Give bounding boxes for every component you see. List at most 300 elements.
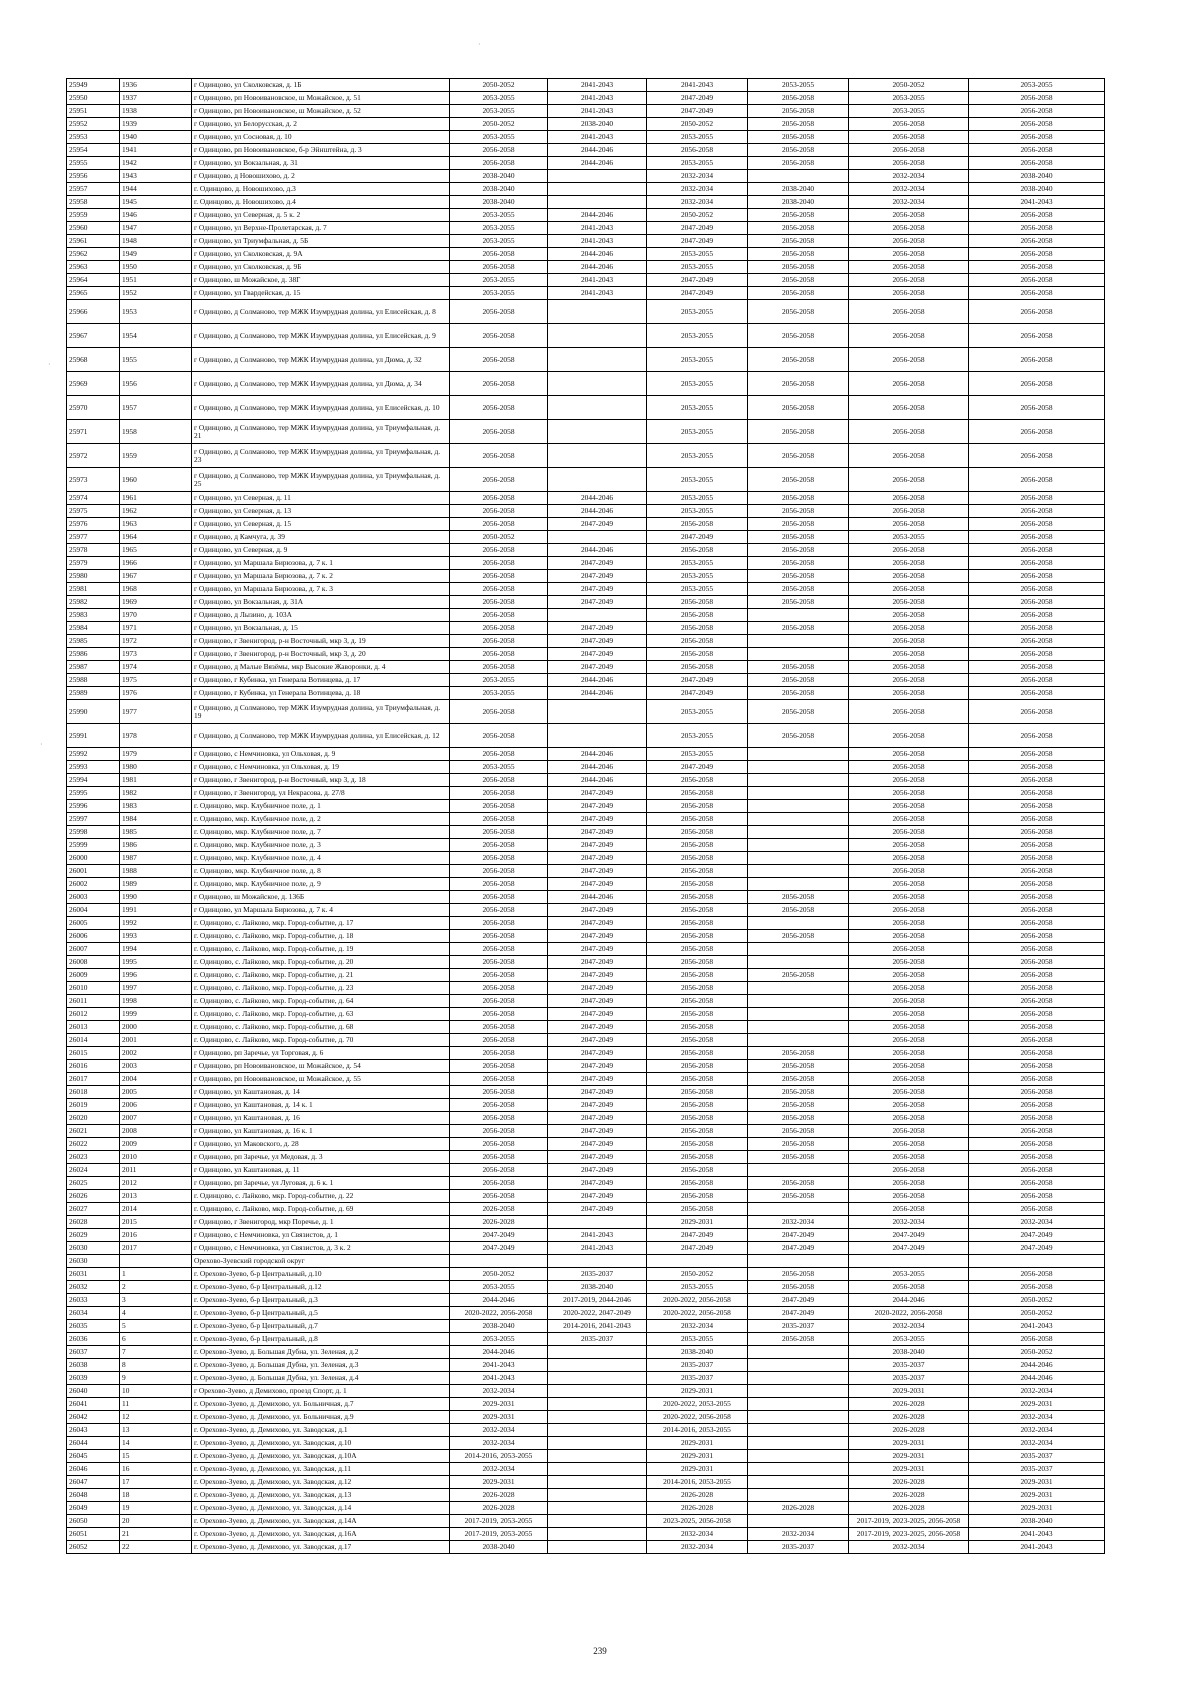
cell-item-number: 1939 xyxy=(120,118,192,131)
cell-period-col-2: 2044-2046 xyxy=(548,505,647,518)
cell-period-col-5: 2056-2058 xyxy=(849,1047,969,1060)
cell-period-col-1: 2050-2052 xyxy=(450,1268,548,1281)
cell-period-col-4: 2056-2058 xyxy=(748,687,849,700)
cell-period-col-5: 2056-2058 xyxy=(849,261,969,274)
cell-period-col-2 xyxy=(548,183,647,196)
cell-item-number: 13 xyxy=(120,1424,192,1437)
cell-period-col-4: 2056-2058 xyxy=(748,118,849,131)
table-row xyxy=(67,813,1105,826)
cell-period-col-6: 2056-2058 xyxy=(969,813,1105,826)
cell-period-col-4 xyxy=(748,813,849,826)
cell-period-col-1: 2056-2058 xyxy=(450,557,548,570)
cell-period-col-6: 2056-2058 xyxy=(969,800,1105,813)
cell-period-col-5: 2056-2058 xyxy=(849,891,969,904)
cell-period-col-5: 2056-2058 xyxy=(849,1164,969,1177)
cell-period-col-3: 2056-2058 xyxy=(647,1138,748,1151)
cell-period-col-4: 2056-2058 xyxy=(748,583,849,596)
cell-period-col-2: 2047-2049 xyxy=(548,1203,647,1216)
cell-item-number xyxy=(120,1255,192,1268)
table-row xyxy=(67,583,1105,596)
cell-period-col-1: 2053-2055 xyxy=(450,222,548,235)
cell-period-col-3: 2053-2055 xyxy=(647,570,748,583)
cell-address: г Одинцово, ул Гвардейская, д. 15 xyxy=(192,287,450,300)
table-row xyxy=(67,235,1105,248)
cell-period-col-5: 2056-2058 xyxy=(849,748,969,761)
cell-period-col-2: 2047-2049 xyxy=(548,904,647,917)
cell-period-col-2 xyxy=(548,1424,647,1437)
cell-period-col-2 xyxy=(548,1346,647,1359)
table-row xyxy=(67,878,1105,891)
cell-period-col-6: 2056-2058 xyxy=(969,982,1105,995)
table-row xyxy=(67,324,1105,348)
cell-period-col-1: 2032-2034 xyxy=(450,1424,548,1437)
cell-period-col-5: 2032-2034 xyxy=(849,1541,969,1554)
cell-period-col-6: 2038-2040 xyxy=(969,170,1105,183)
cell-period-col-6: 2056-2058 xyxy=(969,1177,1105,1190)
table-row xyxy=(67,969,1105,982)
cell-address: г Одинцово, д Солманово, тер МЖК Изумрудная долина, ул Триумфальная, д. 21 xyxy=(192,420,450,444)
cell-period-col-4: 2056-2058 xyxy=(748,300,849,324)
cell-row-number: 25977 xyxy=(67,531,120,544)
cell-period-col-2: 2047-2049 xyxy=(548,956,647,969)
cell-row-number: 26033 xyxy=(67,1294,120,1307)
cell-address: г Одинцово, д Солманово, тер МЖК Изумрудная долина, ул Елисейская, д. 12 xyxy=(192,724,450,748)
cell-period-col-6: 2029-2031 xyxy=(969,1502,1105,1515)
cell-period-col-6: 2056-2058 xyxy=(969,826,1105,839)
cell-period-col-6: 2056-2058 xyxy=(969,774,1105,787)
cell-address: г Одинцово, ул Маршала Бирюзова, д. 7 к. 4 xyxy=(192,904,450,917)
cell-period-col-1: 2053-2055 xyxy=(450,274,548,287)
cell-address: г Одинцово, д Малые Вязёмы, мкр Высокие Жаворонки, д. 4 xyxy=(192,661,450,674)
cell-period-col-4 xyxy=(748,995,849,1008)
cell-row-number: 26020 xyxy=(67,1112,120,1125)
cell-period-col-3: 2056-2058 xyxy=(647,1190,748,1203)
cell-period-col-5: 2056-2058 xyxy=(849,724,969,748)
cell-period-col-4: 2035-2037 xyxy=(748,1320,849,1333)
cell-period-col-5: 2056-2058 xyxy=(849,1086,969,1099)
cell-row-number: 26037 xyxy=(67,1346,120,1359)
cell-row-number: 26050 xyxy=(67,1515,120,1528)
cell-period-col-4: 2056-2058 xyxy=(748,724,849,748)
cell-period-col-5: 2053-2055 xyxy=(849,105,969,118)
cell-period-col-2: 2047-2049 xyxy=(548,982,647,995)
cell-period-col-3: 2047-2049 xyxy=(647,235,748,248)
cell-period-col-6: 2032-2034 xyxy=(969,1216,1105,1229)
cell-period-col-1: 2056-2058 xyxy=(450,1047,548,1060)
cell-period-col-5: 2056-2058 xyxy=(849,1190,969,1203)
cell-row-number: 26025 xyxy=(67,1177,120,1190)
cell-period-col-3: 2056-2058 xyxy=(647,800,748,813)
cell-period-col-2: 2047-2049 xyxy=(548,1047,647,1060)
table-row xyxy=(67,661,1105,674)
cell-period-col-6: 2056-2058 xyxy=(969,904,1105,917)
cell-item-number: 1978 xyxy=(120,724,192,748)
cell-address: г. Орехово-Зуево, б-р Центральный, д.8 xyxy=(192,1333,450,1346)
cell-period-col-3: 2053-2055 xyxy=(647,583,748,596)
cell-period-col-1: 2056-2058 xyxy=(450,596,548,609)
scan-speck: · xyxy=(478,40,481,49)
cell-item-number: 1938 xyxy=(120,105,192,118)
cell-period-col-4: 2056-2058 xyxy=(748,287,849,300)
cell-period-col-2: 2047-2049 xyxy=(548,661,647,674)
cell-row-number: 25980 xyxy=(67,570,120,583)
cell-period-col-6: 2056-2058 xyxy=(969,468,1105,492)
cell-period-col-1: 2056-2058 xyxy=(450,324,548,348)
cell-row-number: 25954 xyxy=(67,144,120,157)
cell-period-col-6: 2056-2058 xyxy=(969,492,1105,505)
cell-period-col-4 xyxy=(748,1359,849,1372)
cell-period-col-6: 2056-2058 xyxy=(969,396,1105,420)
cell-period-col-2: 2017-2019, 2044-2046 xyxy=(548,1294,647,1307)
cell-row-number: 25995 xyxy=(67,787,120,800)
cell-address: г Одинцово, ул Северная, д. 15 xyxy=(192,518,450,531)
cell-row-number: 26016 xyxy=(67,1060,120,1073)
table-row xyxy=(67,1099,1105,1112)
cell-period-col-6: 2038-2040 xyxy=(969,1515,1105,1528)
cell-period-col-6: 2056-2058 xyxy=(969,943,1105,956)
table-row xyxy=(67,170,1105,183)
cell-address: г. Одинцово, с. Лайково, мкр. Город-событие, д. 64 xyxy=(192,995,450,1008)
cell-period-col-5: 2056-2058 xyxy=(849,209,969,222)
table-row xyxy=(67,1203,1105,1216)
cell-period-col-4: 2056-2058 xyxy=(748,222,849,235)
cell-row-number: 26006 xyxy=(67,930,120,943)
cell-period-col-5: 2056-2058 xyxy=(849,800,969,813)
cell-period-col-1: 2032-2034 xyxy=(450,1385,548,1398)
cell-address: г Одинцово, д Солманово, тер МЖК Изумрудная долина, ул Дюма, д. 32 xyxy=(192,348,450,372)
cell-period-col-4: 2047-2049 xyxy=(748,1294,849,1307)
cell-row-number: 25950 xyxy=(67,92,120,105)
cell-period-col-6: 2056-2058 xyxy=(969,348,1105,372)
cell-address: г Одинцово, рп Заречье, ул Луговая, д. 6 к. 1 xyxy=(192,1177,450,1190)
table-row xyxy=(67,761,1105,774)
cell-address: г Одинцово, д Камчуга, д. 39 xyxy=(192,531,450,544)
cell-item-number: 6 xyxy=(120,1333,192,1346)
cell-period-col-6: 2056-2058 xyxy=(969,724,1105,748)
cell-address: г Одинцово, ул Сосновая, д. 10 xyxy=(192,131,450,144)
table-row xyxy=(67,261,1105,274)
cell-period-col-6: 2056-2058 xyxy=(969,700,1105,724)
cell-period-col-3: 2032-2034 xyxy=(647,170,748,183)
cell-period-col-1: 2050-2052 xyxy=(450,118,548,131)
cell-period-col-4: 2056-2058 xyxy=(748,131,849,144)
cell-period-col-4 xyxy=(748,852,849,865)
cell-period-col-2 xyxy=(548,609,647,622)
cell-period-col-1: 2020-2022, 2056-2058 xyxy=(450,1307,548,1320)
cell-period-col-2: 2047-2049 xyxy=(548,1151,647,1164)
cell-period-col-1: 2056-2058 xyxy=(450,583,548,596)
cell-address: г Одинцово, г Звенигород, р-н Восточный, мкр 3, д. 18 xyxy=(192,774,450,787)
cell-period-col-5: 2044-2046 xyxy=(849,1294,969,1307)
cell-item-number: 1943 xyxy=(120,170,192,183)
cell-period-col-1: 2053-2055 xyxy=(450,92,548,105)
cell-address: г Одинцово, с Немчиновка, ул Связистов, д. 1 xyxy=(192,1229,450,1242)
cell-period-col-2: 2038-2040 xyxy=(548,1281,647,1294)
cell-address: г. Одинцово, мкр. Клубничное поле, д. 2 xyxy=(192,813,450,826)
cell-period-col-4 xyxy=(748,956,849,969)
cell-period-col-3: 2053-2055 xyxy=(647,261,748,274)
table-row xyxy=(67,1424,1105,1437)
cell-row-number: 25990 xyxy=(67,700,120,724)
cell-period-col-3: 2056-2058 xyxy=(647,995,748,1008)
scan-speck: · xyxy=(48,360,51,369)
cell-period-col-4: 2056-2058 xyxy=(748,1151,849,1164)
cell-period-col-1: 2056-2058 xyxy=(450,878,548,891)
cell-row-number: 26035 xyxy=(67,1320,120,1333)
cell-period-col-5: 2053-2055 xyxy=(849,1333,969,1346)
cell-address: г Одинцово, ул Вокзальная, д. 15 xyxy=(192,622,450,635)
cell-period-col-5 xyxy=(849,1255,969,1268)
cell-period-col-5: 2056-2058 xyxy=(849,1177,969,1190)
cell-period-col-4 xyxy=(748,609,849,622)
table-row xyxy=(67,79,1105,92)
cell-address: г. Орехово-Зуево, д. Демихово, ул. Заводская, д.16А xyxy=(192,1528,450,1541)
cell-period-col-6: 2056-2058 xyxy=(969,622,1105,635)
cell-address: г Одинцово, ул Белорусская, д. 2 xyxy=(192,118,450,131)
table-row xyxy=(67,930,1105,943)
cell-address: г. Орехово-Зуево, д. Демихово, ул. Заводская, д.14А xyxy=(192,1515,450,1528)
cell-period-col-6: 2056-2058 xyxy=(969,118,1105,131)
cell-row-number: 26004 xyxy=(67,904,120,917)
cell-address: г. Одинцово, с. Лайково, мкр. Город-событие, д. 21 xyxy=(192,969,450,982)
cell-period-col-6: 2056-2058 xyxy=(969,235,1105,248)
cell-address: г Одинцово, г Звенигород, р-н Восточный, мкр 3, д. 19 xyxy=(192,635,450,648)
table-row xyxy=(67,800,1105,813)
cell-period-col-1: 2056-2058 xyxy=(450,505,548,518)
table-row xyxy=(67,995,1105,1008)
cell-period-col-6: 2044-2046 xyxy=(969,1372,1105,1385)
cell-period-col-6: 2032-2034 xyxy=(969,1385,1105,1398)
cell-period-col-3: 2053-2055 xyxy=(647,157,748,170)
cell-period-col-1: 2056-2058 xyxy=(450,648,548,661)
table-row xyxy=(67,865,1105,878)
cell-item-number: 5 xyxy=(120,1320,192,1333)
cell-row-number: 25983 xyxy=(67,609,120,622)
table-row xyxy=(67,687,1105,700)
cell-period-col-1: 2038-2040 xyxy=(450,170,548,183)
cell-period-col-3: 2053-2055 xyxy=(647,300,748,324)
cell-period-col-3: 2041-2043 xyxy=(647,79,748,92)
cell-row-number: 26000 xyxy=(67,852,120,865)
cell-item-number: 2003 xyxy=(120,1060,192,1073)
cell-period-col-6: 2029-2031 xyxy=(969,1489,1105,1502)
cell-period-col-6: 2056-2058 xyxy=(969,324,1105,348)
cell-period-col-3: 2029-2031 xyxy=(647,1216,748,1229)
scan-speck: · xyxy=(40,740,43,749)
cell-period-col-3: 2056-2058 xyxy=(647,1099,748,1112)
cell-period-col-1: 2056-2058 xyxy=(450,1034,548,1047)
cell-period-col-3: 2047-2049 xyxy=(647,687,748,700)
cell-row-number: 26046 xyxy=(67,1463,120,1476)
schedule-table xyxy=(66,78,1105,1554)
cell-period-col-3: 2056-2058 xyxy=(647,1060,748,1073)
cell-period-col-1: 2056-2058 xyxy=(450,1073,548,1086)
table-row xyxy=(67,557,1105,570)
cell-period-col-3: 2047-2049 xyxy=(647,287,748,300)
cell-period-col-2: 2047-2049 xyxy=(548,930,647,943)
cell-address: г. Орехово-Зуево, б-р Центральный, д.3 xyxy=(192,1294,450,1307)
cell-row-number: 25973 xyxy=(67,468,120,492)
cell-period-col-4: 2056-2058 xyxy=(748,396,849,420)
cell-period-col-5: 2029-2031 xyxy=(849,1437,969,1450)
cell-row-number: 26015 xyxy=(67,1047,120,1060)
cell-period-col-2: 2020-2022, 2047-2049 xyxy=(548,1307,647,1320)
cell-period-col-4: 2056-2058 xyxy=(748,1138,849,1151)
cell-period-col-6: 2056-2058 xyxy=(969,878,1105,891)
table-row xyxy=(67,131,1105,144)
cell-period-col-6: 2056-2058 xyxy=(969,570,1105,583)
cell-period-col-6: 2056-2058 xyxy=(969,444,1105,468)
cell-period-col-2 xyxy=(548,196,647,209)
cell-row-number: 25949 xyxy=(67,79,120,92)
cell-address: г Одинцово, с Немчиновка, ул Ольховая, д. 19 xyxy=(192,761,450,774)
cell-period-col-3: 2029-2031 xyxy=(647,1437,748,1450)
table-row xyxy=(67,1515,1105,1528)
cell-item-number: 9 xyxy=(120,1372,192,1385)
cell-period-col-6: 2056-2058 xyxy=(969,1281,1105,1294)
cell-period-col-1: 2056-2058 xyxy=(450,930,548,943)
cell-period-col-2: 2047-2049 xyxy=(548,1125,647,1138)
table-row xyxy=(67,209,1105,222)
cell-period-col-6: 2056-2058 xyxy=(969,222,1105,235)
cell-item-number: 1941 xyxy=(120,144,192,157)
table-row xyxy=(67,157,1105,170)
cell-period-col-2: 2047-2049 xyxy=(548,1034,647,1047)
cell-period-col-5: 2047-2049 xyxy=(849,1229,969,1242)
cell-item-number: 1964 xyxy=(120,531,192,544)
cell-period-col-6: 2056-2058 xyxy=(969,1138,1105,1151)
table-row xyxy=(67,1125,1105,1138)
table-row xyxy=(67,300,1105,324)
cell-item-number: 1971 xyxy=(120,622,192,635)
cell-period-col-1: 2056-2058 xyxy=(450,468,548,492)
cell-item-number: 7 xyxy=(120,1346,192,1359)
cell-period-col-2: 2041-2043 xyxy=(548,287,647,300)
cell-row-number: 25971 xyxy=(67,420,120,444)
cell-period-col-1: 2053-2055 xyxy=(450,674,548,687)
cell-period-col-5: 2056-2058 xyxy=(849,956,969,969)
cell-period-col-4: 2026-2028 xyxy=(748,1502,849,1515)
cell-period-col-2: 2047-2049 xyxy=(548,1112,647,1125)
cell-period-col-5: 2056-2058 xyxy=(849,982,969,995)
cell-period-col-5: 2056-2058 xyxy=(849,1021,969,1034)
table-row xyxy=(67,1151,1105,1164)
table-row xyxy=(67,917,1105,930)
cell-period-col-4: 2056-2058 xyxy=(748,92,849,105)
cell-period-col-1: 2056-2058 xyxy=(450,865,548,878)
cell-period-col-2: 2041-2043 xyxy=(548,79,647,92)
cell-period-col-4: 2056-2058 xyxy=(748,1073,849,1086)
cell-item-number: 2013 xyxy=(120,1190,192,1203)
table-row xyxy=(67,1138,1105,1151)
cell-row-number: 25999 xyxy=(67,839,120,852)
cell-period-col-3: 2056-2058 xyxy=(647,852,748,865)
cell-item-number: 1936 xyxy=(120,79,192,92)
table-row xyxy=(67,274,1105,287)
table-row xyxy=(67,904,1105,917)
cell-period-col-1: 2053-2055 xyxy=(450,1333,548,1346)
cell-item-number: 1975 xyxy=(120,674,192,687)
cell-period-col-5: 2056-2058 xyxy=(849,118,969,131)
cell-row-number: 26034 xyxy=(67,1307,120,1320)
table-row xyxy=(67,1346,1105,1359)
cell-period-col-5: 2017-2019, 2023-2025, 2056-2058 xyxy=(849,1515,969,1528)
cell-period-col-1: 2056-2058 xyxy=(450,852,548,865)
cell-period-col-4 xyxy=(748,1008,849,1021)
cell-period-col-2 xyxy=(548,1437,647,1450)
cell-period-col-4: 2056-2058 xyxy=(748,622,849,635)
cell-period-col-1: 2053-2055 xyxy=(450,131,548,144)
cell-item-number: 14 xyxy=(120,1437,192,1450)
cell-period-col-4 xyxy=(748,1255,849,1268)
cell-address: г. Орехово-Зуево, д. Демихово, ул. Заводская, д.12 xyxy=(192,1476,450,1489)
cell-period-col-2: 2047-2049 xyxy=(548,839,647,852)
cell-address: г Орехово-Зуево, д Демихово, проезд Спорт, д. 1 xyxy=(192,1385,450,1398)
table-row xyxy=(67,1333,1105,1346)
cell-period-col-2 xyxy=(548,1463,647,1476)
cell-period-col-6: 2035-2037 xyxy=(969,1450,1105,1463)
cell-period-col-5: 2056-2058 xyxy=(849,235,969,248)
cell-period-col-1 xyxy=(450,1255,548,1268)
cell-item-number: 3 xyxy=(120,1294,192,1307)
cell-period-col-5: 2056-2058 xyxy=(849,878,969,891)
cell-period-col-2 xyxy=(548,1489,647,1502)
cell-period-col-3: 2056-2058 xyxy=(647,1047,748,1060)
cell-period-col-3: 2056-2058 xyxy=(647,144,748,157)
cell-row-number: 25955 xyxy=(67,157,120,170)
cell-row-number: 25984 xyxy=(67,622,120,635)
cell-period-col-2 xyxy=(548,468,647,492)
cell-address: г. Одинцово, с. Лайково, мкр. Город-событие, д. 70 xyxy=(192,1034,450,1047)
cell-item-number: 2007 xyxy=(120,1112,192,1125)
cell-period-col-6: 2056-2058 xyxy=(969,1164,1105,1177)
cell-period-col-6: 2050-2052 xyxy=(969,1346,1105,1359)
table-row xyxy=(67,144,1105,157)
cell-period-col-3 xyxy=(647,1255,748,1268)
table-row xyxy=(67,1008,1105,1021)
cell-period-col-3: 2056-2058 xyxy=(647,839,748,852)
cell-row-number: 26048 xyxy=(67,1489,120,1502)
cell-period-col-2: 2044-2046 xyxy=(548,674,647,687)
cell-period-col-2: 2035-2037 xyxy=(548,1268,647,1281)
cell-period-col-1: 2056-2058 xyxy=(450,661,548,674)
cell-period-col-4 xyxy=(748,1021,849,1034)
cell-period-col-6: 2056-2058 xyxy=(969,1151,1105,1164)
cell-address: г. Орехово-Зуево, д. Демихово, ул. Заводская, д.1 xyxy=(192,1424,450,1437)
cell-period-col-5: 2056-2058 xyxy=(849,1099,969,1112)
cell-period-col-4: 2035-2037 xyxy=(748,1541,849,1554)
cell-period-col-2: 2041-2043 xyxy=(548,235,647,248)
cell-item-number: 1974 xyxy=(120,661,192,674)
cell-row-number: 26023 xyxy=(67,1151,120,1164)
cell-period-col-4: 2056-2058 xyxy=(748,1060,849,1073)
table-row xyxy=(67,1112,1105,1125)
cell-period-col-2: 2047-2049 xyxy=(548,995,647,1008)
cell-period-col-1: 2056-2058 xyxy=(450,995,548,1008)
cell-row-number: 26026 xyxy=(67,1190,120,1203)
cell-address: г. Одинцово, с. Лайково, мкр. Город-событие, д. 23 xyxy=(192,982,450,995)
cell-item-number: 1959 xyxy=(120,444,192,468)
cell-period-col-2: 2041-2043 xyxy=(548,1229,647,1242)
cell-address: г Одинцово, ул Сколковская, д. 9А xyxy=(192,248,450,261)
cell-address: г Одинцово, ш Можайское, д. 38Г xyxy=(192,274,450,287)
cell-period-col-5: 2056-2058 xyxy=(849,492,969,505)
table-row xyxy=(67,748,1105,761)
cell-period-col-4: 2056-2058 xyxy=(748,661,849,674)
cell-row-number: 25957 xyxy=(67,183,120,196)
cell-address: г. Одинцово, мкр. Клубничное поле, д. 3 xyxy=(192,839,450,852)
cell-period-col-6: 2056-2058 xyxy=(969,635,1105,648)
